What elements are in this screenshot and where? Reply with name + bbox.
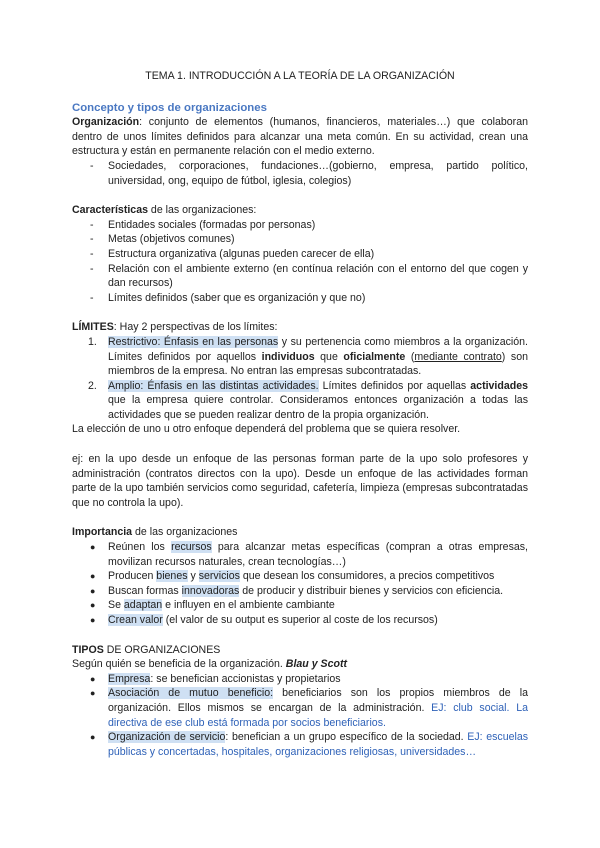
text: Según quién se beneficia de la organización.	[72, 658, 286, 671]
dash-bullet: -	[90, 159, 94, 172]
caracteristicas-heading	[72, 203, 528, 218]
list-item	[72, 232, 528, 247]
text: beneficiarios son los propios miembros de la organización. Ellos mismos se encargan de la administración.	[108, 687, 529, 714]
text: y	[187, 570, 199, 583]
highlight-restrictivo: Restrictivo: Énfasis en las personas	[108, 335, 279, 348]
importancia-list	[72, 540, 528, 628]
text: Producen	[108, 570, 157, 583]
list-item-text: Estructura organizativa (algunas pueden carecer de ella)	[108, 247, 375, 260]
number-marker: 1.	[88, 335, 97, 348]
organizacion-definition	[72, 115, 528, 159]
dash-bullet: -	[90, 233, 94, 246]
limites-heading	[72, 320, 528, 335]
text: que la empresa quiere controlar. Consideramos entonces organización a todas las actividades que se pueden realizar dentro de la propia organización.	[108, 394, 528, 421]
list-item	[72, 262, 528, 291]
importancia-rest: de las organizaciones	[132, 526, 238, 539]
caracteristicas-rest: de las organizaciones:	[147, 204, 257, 217]
list-item	[72, 159, 528, 188]
text: de producir y distribuir bienes y servicios con eficiencia.	[239, 584, 504, 597]
text: Buscan formas	[108, 584, 182, 597]
bullet-dot: ●	[90, 571, 96, 582]
text: que desean los consumidores, a precios competitivos	[239, 570, 495, 583]
list-item	[72, 584, 528, 599]
list-item	[72, 672, 528, 687]
importancia-heading	[72, 525, 528, 540]
list-item-text: Entidades sociales (formadas por personas)	[108, 218, 316, 231]
list-item-text: Metas (objetivos comunes)	[108, 233, 235, 246]
organizacion-def-text: : conjunto de elementos (humanos, financieros, materiales…) que colaboran dentro de unos límites definidos para alcanzar una meta común. En su actividad, crean una estructura y están en permanente relación con el medio externo.	[72, 116, 528, 158]
dash-bullet: -	[90, 262, 94, 275]
caracteristicas-list	[72, 218, 528, 306]
highlight-asociacion: Asociación de mutuo beneficio:	[108, 687, 274, 700]
list-item	[72, 218, 528, 233]
text: Límites definidos por aquellas	[318, 379, 471, 392]
list-item-text: Relación con el ambiente externo (en contínua relación con el entorno del que cogen y dan recursos)	[108, 262, 528, 290]
upo-example: ej: en la upo desde un enfoque de las personas forman parte de la upo solo profesores y administración (contratos directos con la upo). Desde un enfoque de las actividades forman parte de la upo también servicios como seguridad, cafetería, limpieza (empresas subcontratadas que no controla la upo).	[72, 453, 528, 509]
term-caracteristicas: Características	[72, 204, 148, 217]
highlight: servicios	[198, 570, 240, 583]
term-organizacion: Organización	[72, 116, 140, 129]
term-importancia: Importancia	[72, 526, 133, 539]
bullet-dot: ●	[90, 615, 96, 625]
highlight: bienes	[156, 570, 188, 583]
tipos-heading	[72, 643, 528, 658]
dash-bullet: -	[90, 291, 94, 304]
highlight: adaptan	[123, 599, 163, 612]
bold-oficialmente: oficialmente	[343, 350, 406, 363]
section-heading-concepto: Concepto y tipos de organizaciones	[72, 101, 267, 114]
term-limites: LÍMITES	[72, 321, 114, 334]
tipos-list	[72, 672, 528, 760]
bold-individuos: individuos	[261, 350, 315, 363]
text: e influyen en el ambiente cambiante	[162, 599, 335, 612]
list-item-text: Límites definidos (saber que es organización y que no)	[108, 291, 366, 304]
list-item	[72, 613, 528, 628]
highlight-empresa: Empresa	[108, 672, 151, 685]
text: (el valor de su output es superior al coste de los recursos)	[162, 614, 438, 626]
bullet-dot: ●	[90, 600, 96, 611]
example-blue-text: EJ: escuelas públicas y concertadas, hospitales, organizaciones religiosas, universidades…	[108, 731, 529, 758]
limites-rest: : Hay 2 perspectivas de los límites:	[113, 321, 278, 334]
example-blue-text: EJ: club social. La directiva de ese club está formada por socios beneficiarios.	[108, 701, 528, 729]
bullet-dot: ●	[90, 542, 96, 553]
list-item	[72, 540, 528, 569]
bullet-dot: ●	[90, 585, 96, 596]
authors-blau-scott: Blau y Scott	[285, 658, 348, 671]
examples-text: Sociedades, corporaciones, fundaciones…(gobierno, empresa, partido político, universidad, ong, equipo de fútbol, iglesia, colegios)	[108, 159, 528, 187]
examples-list	[72, 159, 528, 188]
list-item	[72, 569, 528, 584]
highlight: innovadoras	[181, 584, 240, 597]
list-item	[72, 598, 528, 613]
tipos-rest: DE ORGANIZACIONES	[103, 643, 221, 656]
list-item	[72, 686, 528, 730]
list-item	[72, 379, 528, 423]
term-tipos: TIPOS	[72, 643, 104, 656]
highlight: recursos	[171, 541, 212, 554]
bullet-dot: ●	[90, 688, 96, 699]
limites-list	[72, 335, 528, 423]
highlight: Crean valor	[108, 614, 163, 626]
text: ) son miembros de la empresa. No entran las empresas subcontratadas.	[108, 350, 528, 378]
list-item	[72, 291, 528, 306]
tipos-intro	[72, 657, 528, 672]
list-item	[72, 730, 528, 759]
text: (	[405, 350, 415, 363]
text: y su pertenencia como miembros a la organización. Límites definidos por aquellos	[108, 335, 528, 363]
list-item	[72, 335, 528, 379]
highlight-organizacion-servicio: Organización de servicio	[108, 731, 226, 744]
document-title: TEMA 1. INTRODUCCIÓN A LA TEORÍA DE LA ORGANIZACIÓN	[145, 70, 455, 82]
text: Reúnen los	[108, 541, 172, 554]
text: : se benefician accionistas y propietarios	[150, 672, 341, 685]
number-marker: 2.	[88, 379, 97, 392]
bullet-dot: ●	[90, 732, 96, 743]
document-page	[72, 64, 528, 759]
dash-bullet: -	[90, 218, 94, 231]
highlight-amplio: Amplio: Énfasis en las distintas actividades.	[108, 379, 319, 392]
dash-bullet: -	[90, 247, 94, 260]
text: que	[314, 350, 344, 363]
list-item	[72, 247, 528, 262]
text: Se	[108, 599, 124, 612]
limites-closing: La elección de uno u otro enfoque dependerá del problema que se quiera resolver.	[72, 423, 461, 436]
text: : benefician a un grupo específico de la sociedad.	[225, 731, 468, 744]
text: para alcanzar metas específicas (compran a otras empresas, movilizan recursos naturales, crean tecnologías…)	[108, 541, 529, 568]
bullet-dot: ●	[90, 673, 96, 684]
bold-actividades: actividades	[470, 379, 528, 392]
underline-mediante-contrato: mediante contrato	[414, 350, 502, 363]
